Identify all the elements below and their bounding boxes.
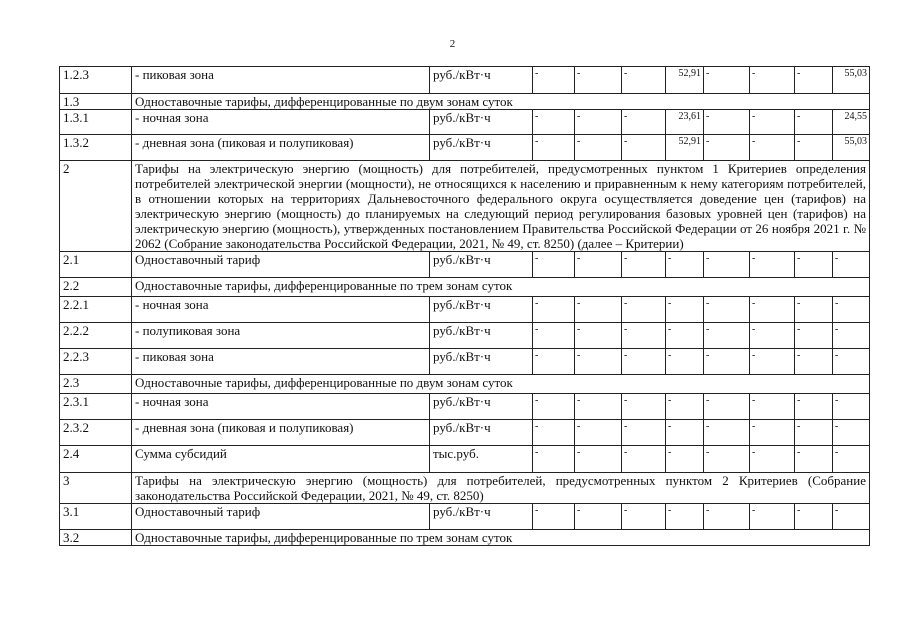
tariff-value: - xyxy=(704,446,750,473)
row-number: 2.3.1 xyxy=(60,394,132,420)
tariff-value: - xyxy=(575,135,622,161)
tariff-value: - xyxy=(704,110,750,135)
row-unit: руб./кВт·ч xyxy=(430,349,533,375)
tariff-value: - xyxy=(750,504,795,530)
page-number: 2 xyxy=(449,38,456,50)
row-name: - ночная зона xyxy=(132,394,430,420)
row-number: 3.2 xyxy=(60,530,132,546)
row-number: 1.3.1 xyxy=(60,110,132,135)
section-heading: Тарифы на электрическую энергию (мощность) для потребителей, предусмотренных пунктом 1 Критериев определения потребителей электрической энергии (мощности), не относящихся к населению и приравненным к нему категориям потребителей, в отношении которых на территориях Дальневосточного федерального округа осуществляется доведение цен (тарифов) на электрическую энергию (мощность) до планируемых на следующий период регулирования базовых уровней цен (тарифов) на электрическую энергию (мощность), утвержденных постановлением Правительства Российской Федерации от 26 ноября 2021 г. № 2062 (Собрание законодательства Российской Федерации, 2021, № 49, ст. 8250) (далее – Критерии) xyxy=(132,161,870,252)
row-unit: руб./кВт·ч xyxy=(430,420,533,446)
tariff-value: - xyxy=(622,504,666,530)
tariff-value: 55,03 xyxy=(833,67,870,94)
tariff-value: - xyxy=(533,110,575,135)
row-number: 2.1 xyxy=(60,252,132,278)
table-row xyxy=(60,278,870,297)
table-row xyxy=(60,446,870,473)
tariff-value: - xyxy=(575,110,622,135)
row-unit: руб./кВт·ч xyxy=(430,135,533,161)
tariff-value: - xyxy=(704,67,750,94)
table-row xyxy=(60,135,870,161)
tariff-value: - xyxy=(622,394,666,420)
tariff-value: 23,61 xyxy=(666,110,704,135)
tariff-value: - xyxy=(533,323,575,349)
tariff-value: 55,03 xyxy=(833,135,870,161)
tariff-value: - xyxy=(575,446,622,473)
row-number: 2 xyxy=(60,161,132,252)
table-row xyxy=(60,504,870,530)
table-row xyxy=(60,252,870,278)
tariff-value: - xyxy=(704,297,750,323)
tariff-value: - xyxy=(795,135,833,161)
tariff-value: - xyxy=(795,323,833,349)
table-row xyxy=(60,530,870,546)
section-heading: Одноставочные тарифы, дифференцированные по трем зонам суток xyxy=(132,278,870,297)
tariff-value: - xyxy=(795,349,833,375)
row-unit: руб./кВт·ч xyxy=(430,67,533,94)
tariff-value: - xyxy=(666,394,704,420)
row-name: Одноставочный тариф xyxy=(132,504,430,530)
tariff-value: - xyxy=(622,323,666,349)
tariff-value: - xyxy=(833,297,870,323)
table-row xyxy=(60,94,870,110)
tariff-value: - xyxy=(575,420,622,446)
tariff-value: - xyxy=(533,420,575,446)
tariff-value: - xyxy=(622,446,666,473)
row-unit: руб./кВт·ч xyxy=(430,252,533,278)
tariff-value: - xyxy=(622,252,666,278)
row-number: 2.2.1 xyxy=(60,297,132,323)
tariff-value: - xyxy=(575,504,622,530)
tariff-value: - xyxy=(533,446,575,473)
tariff-value: - xyxy=(795,110,833,135)
tariff-value: - xyxy=(533,135,575,161)
table-row xyxy=(60,420,870,446)
table-row xyxy=(60,349,870,375)
tariff-value: - xyxy=(750,135,795,161)
row-number: 2.3.2 xyxy=(60,420,132,446)
tariff-value: - xyxy=(704,420,750,446)
table-row xyxy=(60,394,870,420)
tariff-value: - xyxy=(666,446,704,473)
tariff-value: - xyxy=(666,323,704,349)
tariff-value: - xyxy=(833,504,870,530)
tariff-value: - xyxy=(833,420,870,446)
tariff-value: - xyxy=(704,394,750,420)
tariff-value: - xyxy=(533,297,575,323)
tariff-value: - xyxy=(575,252,622,278)
tariff-value: - xyxy=(575,323,622,349)
row-number: 1.3.2 xyxy=(60,135,132,161)
tariff-value: 52,91 xyxy=(666,135,704,161)
tariff-value: - xyxy=(833,446,870,473)
row-unit: руб./кВт·ч xyxy=(430,394,533,420)
row-number: 3 xyxy=(60,473,132,504)
tariff-value: - xyxy=(575,67,622,94)
tariff-value: - xyxy=(704,504,750,530)
tariff-value: - xyxy=(795,504,833,530)
row-number: 3.1 xyxy=(60,504,132,530)
row-name: - пиковая зона xyxy=(132,67,430,94)
tariff-value: - xyxy=(795,394,833,420)
row-number: 2.4 xyxy=(60,446,132,473)
tariff-value: - xyxy=(622,420,666,446)
row-number: 2.3 xyxy=(60,375,132,394)
table-row xyxy=(60,161,870,252)
tariff-value: - xyxy=(704,323,750,349)
table-row xyxy=(60,375,870,394)
tariff-value: - xyxy=(666,252,704,278)
tariff-value: 24,55 xyxy=(833,110,870,135)
table-row xyxy=(60,297,870,323)
row-number: 2.2.3 xyxy=(60,349,132,375)
tariff-value: - xyxy=(795,252,833,278)
tariff-value: - xyxy=(704,252,750,278)
row-unit: руб./кВт·ч xyxy=(430,504,533,530)
tariff-value: - xyxy=(575,394,622,420)
row-number: 2.2.2 xyxy=(60,323,132,349)
table-row xyxy=(60,473,870,504)
tariff-value: - xyxy=(750,110,795,135)
tariff-value: - xyxy=(622,110,666,135)
tariff-value: - xyxy=(833,252,870,278)
tariff-value: - xyxy=(795,297,833,323)
row-name: - дневная зона (пиковая и полупиковая) xyxy=(132,135,430,161)
row-number: 1.3 xyxy=(60,94,132,110)
section-heading: Одноставочные тарифы, дифференцированные по двум зонам суток xyxy=(132,94,870,110)
row-number: 1.2.3 xyxy=(60,67,132,94)
tariff-value: - xyxy=(533,349,575,375)
tariff-value: - xyxy=(704,135,750,161)
tariff-value: - xyxy=(622,135,666,161)
tariff-value: - xyxy=(795,420,833,446)
tariff-value: - xyxy=(666,504,704,530)
table-row xyxy=(60,323,870,349)
tariff-value: - xyxy=(622,297,666,323)
tariff-value: - xyxy=(533,394,575,420)
tariff-value: 52,91 xyxy=(666,67,704,94)
tariff-value: - xyxy=(622,349,666,375)
tariff-table xyxy=(59,66,870,546)
tariff-value: - xyxy=(795,67,833,94)
tariff-value: - xyxy=(533,504,575,530)
table-row xyxy=(60,110,870,135)
row-name: - пиковая зона xyxy=(132,349,430,375)
tariff-value: - xyxy=(533,252,575,278)
row-name: - дневная зона (пиковая и полупиковая) xyxy=(132,420,430,446)
tariff-value: - xyxy=(666,349,704,375)
tariff-value: - xyxy=(833,349,870,375)
row-name: Сумма субсидий xyxy=(132,446,430,473)
table-row xyxy=(60,67,870,94)
row-unit: тыс.руб. xyxy=(430,446,533,473)
tariff-value: - xyxy=(575,297,622,323)
tariff-value: - xyxy=(666,297,704,323)
row-unit: руб./кВт·ч xyxy=(430,110,533,135)
tariff-value: - xyxy=(575,349,622,375)
tariff-value: - xyxy=(833,323,870,349)
tariff-value: - xyxy=(750,394,795,420)
tariff-table-body xyxy=(60,67,870,546)
row-name: - ночная зона xyxy=(132,297,430,323)
section-heading: Одноставочные тарифы, дифференцированные по двум зонам суток xyxy=(132,375,870,394)
tariff-value: - xyxy=(750,67,795,94)
tariff-value: - xyxy=(795,446,833,473)
row-number: 2.2 xyxy=(60,278,132,297)
section-heading: Тарифы на электрическую энергию (мощность) для потребителей, предусмотренных пунктом 2 Критериев (Собрание законодательства Российской Федерации, 2021, № 49, ст. 8250) xyxy=(132,473,870,504)
tariff-value: - xyxy=(750,349,795,375)
tariff-value: - xyxy=(750,297,795,323)
row-name: - ночная зона xyxy=(132,110,430,135)
row-name: Одноставочный тариф xyxy=(132,252,430,278)
section-heading: Одноставочные тарифы, дифференцированные по трем зонам суток xyxy=(132,530,870,546)
row-unit: руб./кВт·ч xyxy=(430,297,533,323)
row-unit: руб./кВт·ч xyxy=(430,323,533,349)
tariff-value: - xyxy=(666,420,704,446)
tariff-value: - xyxy=(533,67,575,94)
tariff-value: - xyxy=(750,252,795,278)
tariff-value: - xyxy=(750,446,795,473)
row-name: - полупиковая зона xyxy=(132,323,430,349)
tariff-value: - xyxy=(833,394,870,420)
tariff-value: - xyxy=(704,349,750,375)
tariff-value: - xyxy=(750,323,795,349)
tariff-value: - xyxy=(750,420,795,446)
tariff-value: - xyxy=(622,67,666,94)
